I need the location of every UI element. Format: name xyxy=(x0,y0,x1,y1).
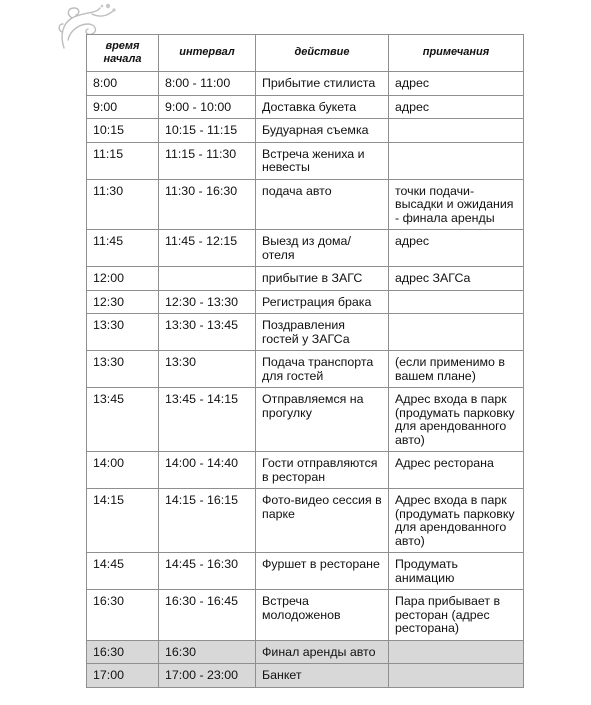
cell-interval: 13:45 - 14:15 xyxy=(159,388,256,452)
cell-notes xyxy=(389,664,524,688)
table-row xyxy=(87,179,524,230)
cell-interval: 12:30 - 13:30 xyxy=(159,290,256,314)
schedule-table xyxy=(86,34,524,688)
cell-action: Подача транспорта для гостей xyxy=(256,351,389,388)
table-row xyxy=(87,351,524,388)
table-row xyxy=(87,553,524,590)
table-row xyxy=(87,640,524,664)
table-row xyxy=(87,489,524,553)
cell-action: Финал аренды авто xyxy=(256,640,389,664)
cell-action: Выезд из дома/отеля xyxy=(256,230,389,267)
cell-start-time: 14:00 xyxy=(87,452,159,489)
cell-interval xyxy=(159,267,256,291)
cell-action: Прибытие стилиста xyxy=(256,72,389,96)
cell-start-time: 17:00 xyxy=(87,664,159,688)
table-row xyxy=(87,230,524,267)
cell-notes: Продумать анимацию xyxy=(389,553,524,590)
cell-notes: адрес xyxy=(389,72,524,96)
cell-interval: 14:15 - 16:15 xyxy=(159,489,256,553)
cell-interval: 17:00 - 23:00 xyxy=(159,664,256,688)
cell-start-time: 12:30 xyxy=(87,290,159,314)
header-start-time: время начала xyxy=(87,35,159,72)
header-action: действие xyxy=(256,35,389,72)
cell-interval: 13:30 xyxy=(159,351,256,388)
cell-action: Доставка букета xyxy=(256,95,389,119)
cell-notes xyxy=(389,290,524,314)
cell-action: Гости отправляются в ресторан xyxy=(256,452,389,489)
cell-action: Фуршет в ресторане xyxy=(256,553,389,590)
table-header-row xyxy=(87,35,524,72)
cell-start-time: 11:15 xyxy=(87,142,159,179)
cell-start-time: 14:15 xyxy=(87,489,159,553)
table-row xyxy=(87,590,524,641)
cell-interval: 9:00 - 10:00 xyxy=(159,95,256,119)
cell-notes: (если применимо в вашем плане) xyxy=(389,351,524,388)
cell-interval: 10:15 - 11:15 xyxy=(159,119,256,143)
cell-start-time: 16:30 xyxy=(87,590,159,641)
table-row xyxy=(87,290,524,314)
cell-interval: 8:00 - 11:00 xyxy=(159,72,256,96)
table-row xyxy=(87,388,524,452)
cell-notes xyxy=(389,142,524,179)
table-row xyxy=(87,314,524,351)
cell-notes: Пара прибывает в ресторан (адрес ресторана) xyxy=(389,590,524,641)
cell-start-time: 13:30 xyxy=(87,351,159,388)
cell-start-time: 11:30 xyxy=(87,179,159,230)
cell-start-time: 8:00 xyxy=(87,72,159,96)
cell-start-time: 12:00 xyxy=(87,267,159,291)
header-interval: интервал xyxy=(159,35,256,72)
cell-interval: 14:00 - 14:40 xyxy=(159,452,256,489)
table-row xyxy=(87,452,524,489)
cell-interval: 11:30 - 16:30 xyxy=(159,179,256,230)
cell-start-time: 13:30 xyxy=(87,314,159,351)
cell-notes: Адрес ресторана xyxy=(389,452,524,489)
cell-notes: Адрес входа в парк (продумать парковку для арендованного авто) xyxy=(389,489,524,553)
table-row xyxy=(87,119,524,143)
cell-start-time: 9:00 xyxy=(87,95,159,119)
cell-interval: 14:45 - 16:30 xyxy=(159,553,256,590)
cell-notes: адрес xyxy=(389,95,524,119)
cell-start-time: 16:30 xyxy=(87,640,159,664)
cell-notes: точки подачи-высадки и ожидания - финала аренды xyxy=(389,179,524,230)
cell-action: Регистрация брака xyxy=(256,290,389,314)
cell-notes: Адрес входа в парк (продумать парковку для арендованного авто) xyxy=(389,388,524,452)
cell-start-time: 11:45 xyxy=(87,230,159,267)
cell-interval: 11:45 - 12:15 xyxy=(159,230,256,267)
cell-interval: 16:30 - 16:45 xyxy=(159,590,256,641)
cell-action: Будуарная съемка xyxy=(256,119,389,143)
table-row xyxy=(87,267,524,291)
cell-interval: 11:15 - 11:30 xyxy=(159,142,256,179)
cell-interval: 16:30 xyxy=(159,640,256,664)
cell-start-time: 13:45 xyxy=(87,388,159,452)
cell-action: прибытие в ЗАГС xyxy=(256,267,389,291)
table-row xyxy=(87,142,524,179)
header-notes: примечания xyxy=(389,35,524,72)
cell-action: Поздравления гостей у ЗАГСа xyxy=(256,314,389,351)
cell-notes xyxy=(389,314,524,351)
cell-action: Отправляемся на прогулку xyxy=(256,388,389,452)
cell-notes: адрес ЗАГСа xyxy=(389,267,524,291)
cell-start-time: 10:15 xyxy=(87,119,159,143)
cell-notes xyxy=(389,640,524,664)
table-row xyxy=(87,72,524,96)
cell-interval: 13:30 - 13:45 xyxy=(159,314,256,351)
table-row xyxy=(87,95,524,119)
cell-action: Банкет xyxy=(256,664,389,688)
cell-start-time: 14:45 xyxy=(87,553,159,590)
cell-notes xyxy=(389,119,524,143)
cell-action: Фото-видео сессия в парке xyxy=(256,489,389,553)
cell-action: Встреча молодоженов xyxy=(256,590,389,641)
cell-action: Встреча жениха и невесты xyxy=(256,142,389,179)
cell-action: подача авто xyxy=(256,179,389,230)
table-row xyxy=(87,664,524,688)
cell-notes: адрес xyxy=(389,230,524,267)
